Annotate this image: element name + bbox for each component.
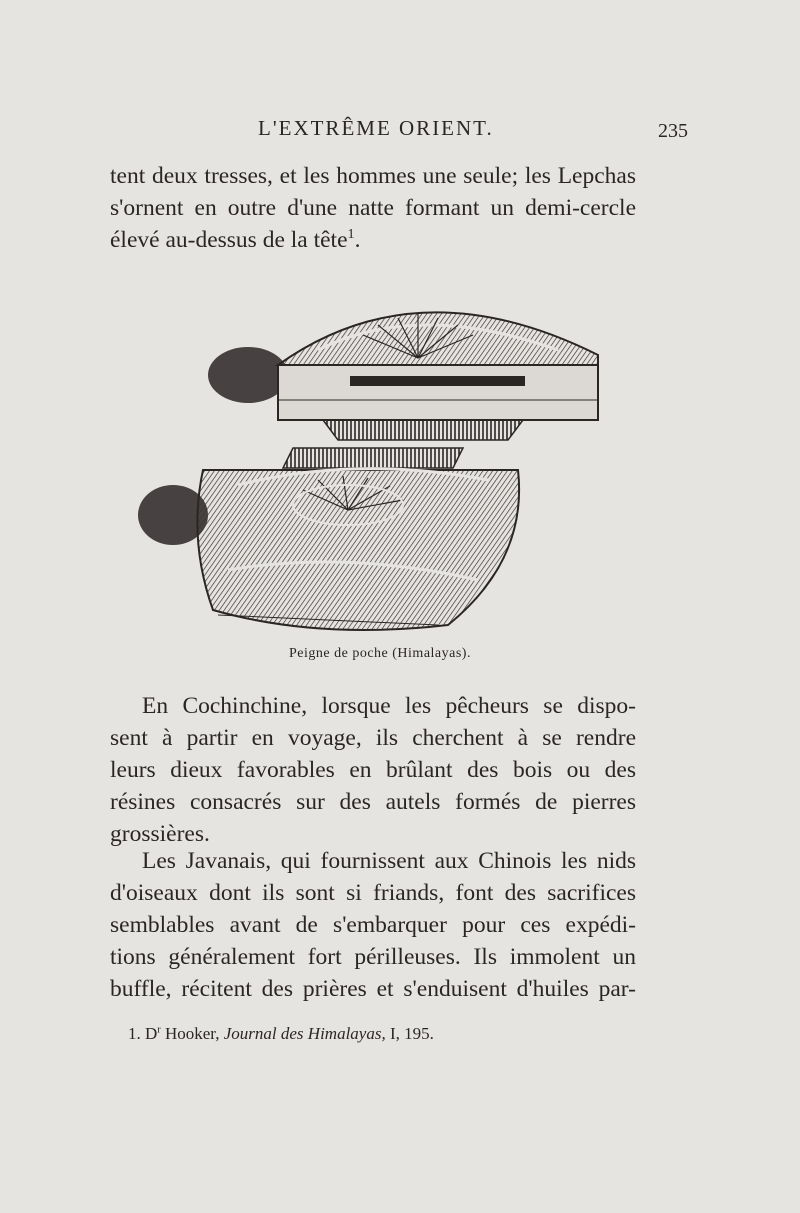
page-header: [110, 116, 688, 146]
running-head: L'EXTRÊME ORIENT.: [258, 116, 494, 140]
figure-caption: Peigne de poche (Himalayas).: [289, 646, 471, 661]
text-line: leurs dieux favorables en brûlant des bois ou des: [110, 757, 636, 783]
text-line: En Cochinchine, lorsque les pêcheurs se dispo-: [142, 693, 636, 719]
text-line: s'ornent en outre d'une natte formant un demi-cercle: [110, 195, 636, 221]
text-line: tions généralement fort périlleuses. Ils immolent un: [110, 944, 636, 970]
text-line: d'oiseaux dont ils sont si friands, font des sacrifices: [110, 880, 636, 906]
footnote-ref: 1: [347, 226, 355, 243]
footnote-author: $D^r$ Hooker,: [145, 1024, 220, 1043]
text-line: élevé au-dessus de la tête$^1$.: [110, 226, 361, 253]
paragraph-2: [110, 690, 636, 850]
text-line: résines consacrés sur des autels formés de pierres: [110, 789, 636, 815]
text-line: tent deux tresses, et les hommes une seule; les Lepchas: [110, 163, 636, 189]
paragraph-3: [110, 845, 636, 1005]
text-line: semblables avant de s'embarquer pour ces expédi-: [110, 912, 636, 938]
footnote: [128, 1024, 434, 1044]
footnote-number: 1.: [128, 1024, 141, 1043]
page-number: 235: [658, 120, 688, 142]
text-line: buffle, récitent des prières et s'enduisent d'huiles par-: [110, 976, 636, 1002]
comb-engraving: [118, 280, 618, 640]
text-line: sent à partir en voyage, ils cherchent à se rendre: [110, 725, 636, 751]
text-line: Les Javanais, qui fournissent aux Chinois les nids: [142, 848, 636, 874]
paragraph-1: [110, 160, 636, 256]
footnote-work: Journal des Himalayas,: [223, 1024, 386, 1043]
footnote-ref: I, 195.: [389, 1024, 434, 1043]
text-line: grossières.: [110, 821, 210, 847]
